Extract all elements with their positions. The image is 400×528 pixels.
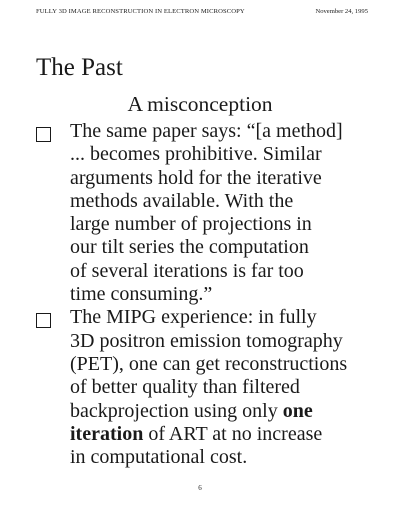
- bullet-1-line-1: The same paper says: “[a method]: [70, 120, 343, 142]
- bullet-2-line-3: (PET), one can get reconstructions: [70, 352, 348, 375]
- bullet-1-line-4: methods available. With the: [70, 189, 294, 212]
- slide-title: The Past: [36, 54, 123, 81]
- bullet-2-line-2: 3D positron emission tomography: [70, 329, 343, 352]
- bullet-1-line-8: time consuming.”: [70, 283, 213, 306]
- header-date: November 24, 1995: [315, 8, 368, 15]
- slide-subtitle: A misconception: [127, 92, 273, 116]
- bullet-1-line-6: our tilt series the computation: [70, 236, 309, 259]
- bullet-item-1: [36, 120, 386, 306]
- bullet-1-line-3: arguments hold for the iterative: [70, 166, 322, 189]
- bullet-2-line-1: The MIPG experience: in fully: [70, 306, 317, 329]
- emphasis-iteration: iteration: [70, 422, 144, 445]
- bullet-2-line-5-text: backprojection using only: [70, 399, 283, 422]
- bullet-2-line-6-text: of ART at no increase: [143, 422, 323, 445]
- bullet-2-line-5: [70, 400, 386, 423]
- checkbox-bullet-icon: [36, 127, 51, 142]
- bullet-1-line-7: of several iterations is far too: [70, 259, 304, 282]
- bullet-1-line-2: ... becomes prohibitive. Similar: [70, 143, 322, 166]
- page-number: 6: [198, 484, 202, 492]
- bullet-1-line-5: large number of projections in: [70, 213, 312, 236]
- page-header: [36, 8, 368, 20]
- checkbox-bullet-icon: [36, 313, 51, 328]
- bullet-2-line-4: of better quality than filtered: [70, 376, 300, 399]
- bullet-item-2: [36, 306, 386, 469]
- bullet-list: [36, 120, 386, 469]
- header-title: FULLY 3D IMAGE RECONSTRUCTION IN ELECTRON MICROSCOPY: [36, 8, 245, 15]
- bullet-2-line-6: [70, 423, 386, 446]
- bullet-2-line-7: in computational cost.: [70, 446, 248, 469]
- emphasis-one: one: [282, 399, 313, 422]
